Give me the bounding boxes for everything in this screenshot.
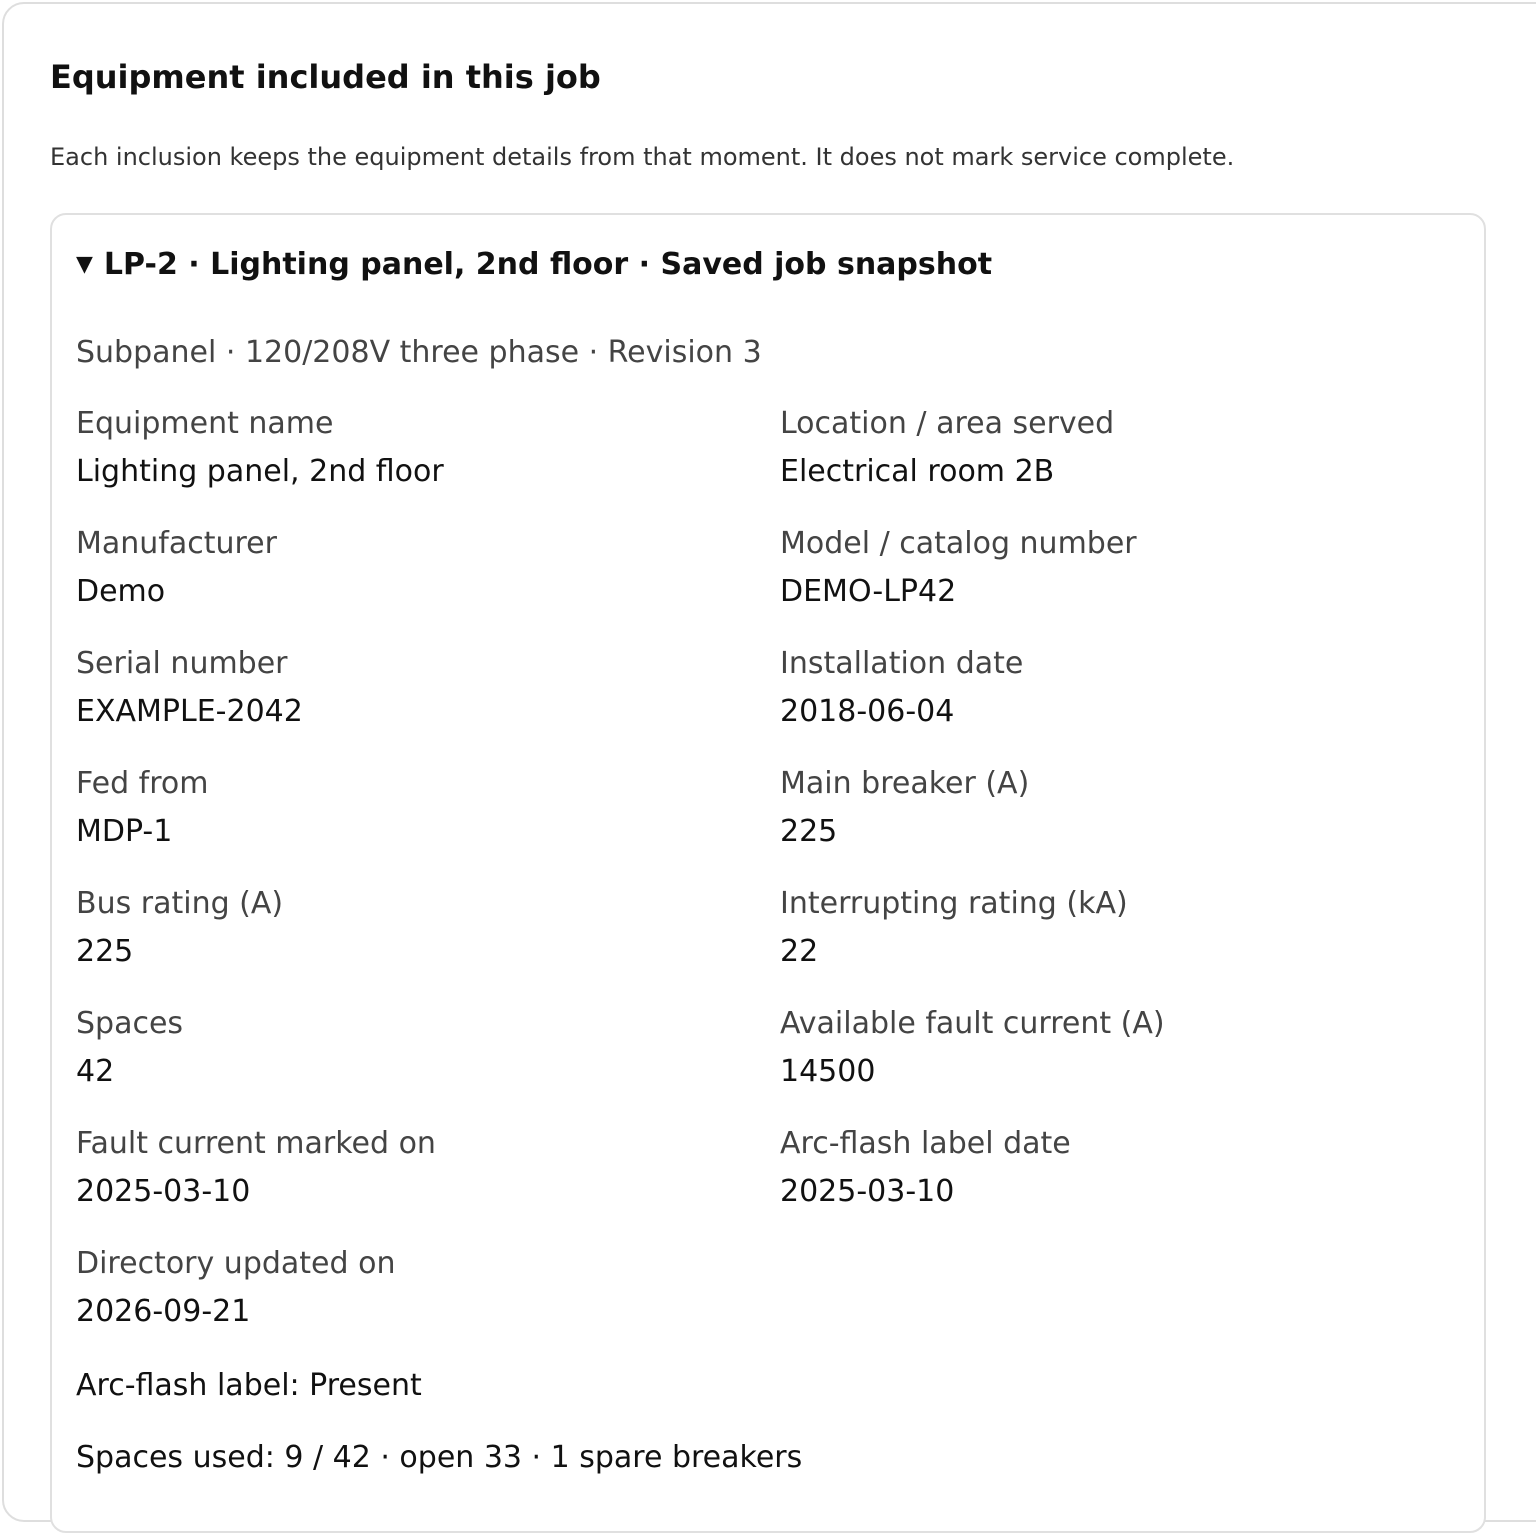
arc-flash-status: Arc-flash label: Present	[76, 1368, 422, 1403]
field-bus-rating	[76, 887, 283, 969]
field-value: 2018-06-04	[780, 694, 955, 729]
field-value: Demo	[76, 574, 166, 609]
field-value: Lighting panel, 2nd floor	[76, 454, 444, 489]
field-label: Manufacturer	[76, 526, 277, 561]
field-label: Bus rating (A)	[76, 886, 284, 921]
spaces-used-summary: Spaces used: 9 / 42 · open 33 · 1 spare breakers	[76, 1440, 803, 1475]
field-value: 2025-03-10	[76, 1174, 251, 1209]
field-value: 22	[780, 934, 819, 969]
field-location	[780, 407, 1114, 489]
field-fed-from	[76, 767, 208, 849]
field-label: Available fault current (A)	[780, 1006, 1165, 1041]
field-label: Equipment name	[76, 406, 334, 441]
field-value: 42	[76, 1054, 115, 1089]
field-main-breaker	[780, 767, 1029, 849]
field-value: EXAMPLE-2042	[76, 694, 303, 729]
field-available-fault-current	[780, 1007, 1165, 1089]
triangle-down-icon: ▼	[76, 251, 93, 277]
field-arc-flash-label-date	[780, 1127, 1071, 1209]
field-value: 2025-03-10	[780, 1174, 955, 1209]
field-value: 225	[76, 934, 134, 969]
field-label: Fed from	[76, 766, 209, 801]
field-installation-date	[780, 647, 1023, 729]
field-label: Directory updated on	[76, 1246, 396, 1281]
field-spaces	[76, 1007, 183, 1089]
field-value: MDP-1	[76, 814, 173, 849]
section-title: Equipment included in this job	[50, 58, 601, 96]
field-value: 2026-09-21	[76, 1294, 251, 1329]
field-value: DEMO-LP42	[780, 574, 957, 609]
field-fault-current-marked-on	[76, 1127, 436, 1209]
field-value: 14500	[780, 1054, 876, 1089]
snapshot-summary-toggle[interactable]	[76, 247, 992, 282]
field-label: Location / area served	[780, 406, 1115, 441]
snapshot-summary-label: LP-2 · Lighting panel, 2nd floor · Saved job snapshot	[103, 247, 993, 282]
field-value: Electrical room 2B	[780, 454, 1055, 489]
equipment-meta: Subpanel · 120/208V three phase · Revision 3	[76, 335, 762, 370]
field-label: Installation date	[780, 646, 1024, 681]
field-directory-updated-on	[76, 1247, 395, 1329]
field-label: Serial number	[76, 646, 288, 681]
field-value: 225	[780, 814, 838, 849]
field-serial-number	[76, 647, 303, 729]
field-interrupting-rating	[780, 887, 1128, 969]
field-label: Interrupting rating (kA)	[780, 886, 1128, 921]
field-label: Main breaker (A)	[780, 766, 1030, 801]
field-label: Model / catalog number	[780, 526, 1137, 561]
section-subtitle: Each inclusion keeps the equipment details from that moment. It does not mark service complete.	[50, 143, 1235, 171]
field-model	[780, 527, 1137, 609]
field-label: Spaces	[76, 1006, 184, 1041]
field-label: Arc-flash label date	[780, 1126, 1071, 1161]
field-equipment-name	[76, 407, 444, 489]
equipment-snapshot-card	[50, 213, 1486, 1533]
field-manufacturer	[76, 527, 277, 609]
field-label: Fault current marked on	[76, 1126, 436, 1161]
